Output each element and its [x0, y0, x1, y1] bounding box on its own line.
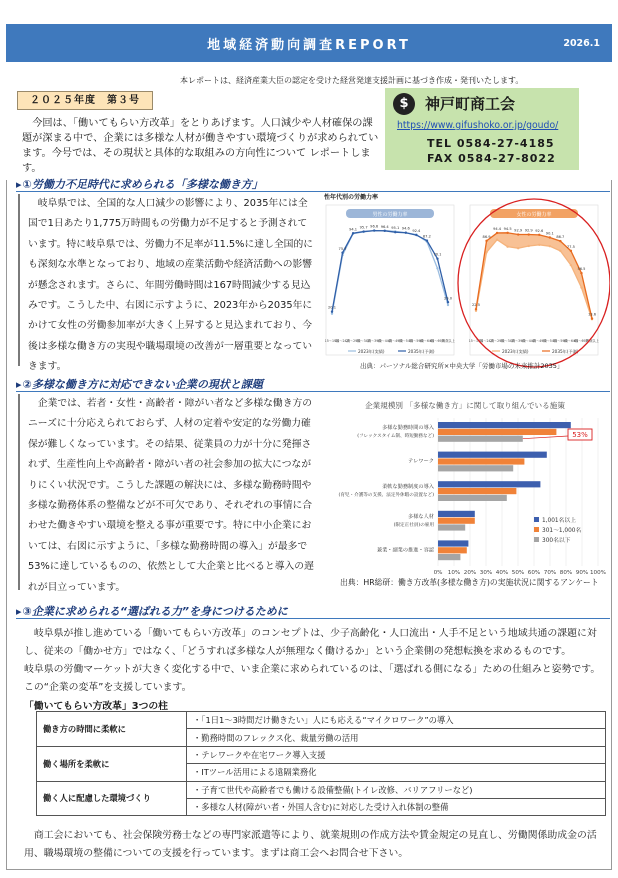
data-point [549, 236, 551, 238]
section3-rule [16, 618, 610, 619]
data-point [373, 229, 375, 231]
x-tick-label: 45～49歳 [388, 339, 403, 343]
x-tick-label: 50～54歳 [398, 339, 414, 343]
x-tick-label: 45～49歳 [532, 339, 547, 343]
section1-source: 出典：パーソナル総合研究所×中央大学「労働市場の未来推計2035」 [360, 362, 564, 370]
legend-swatch [534, 527, 539, 532]
female-labor-panel [458, 199, 610, 367]
report-title: 地域経済動向調査REPORT [207, 38, 411, 53]
section3-text-1: 岐阜県が推し進めている「働いてもらい方改革」のコンセプトは、少子高齢化・人口流出・人手不足という地域共通の課題に対し、従来の「働かせ方」ではなく、「どうすれば多様な人が無理なく働けるか」という企業側の発想転換を求めるものです。 [24, 628, 597, 657]
male-labor-panel [325, 205, 456, 355]
x-tick-label: 70歳以上 [441, 339, 455, 343]
section2-heading-text: ②多様な働き方に対応できない企業の現状と課題 [22, 378, 263, 391]
issue-badge: ２０２５年度 第３号 [17, 91, 153, 110]
data-point [528, 245, 530, 247]
bar [438, 518, 475, 524]
bar [438, 465, 513, 471]
data-point [528, 233, 530, 235]
pillars-table [36, 711, 606, 816]
legend-label-2035: 2035年(予測) [408, 349, 435, 354]
labor-rate-chart [320, 191, 610, 370]
data-point [496, 239, 498, 241]
data-label: 95.7 [359, 225, 368, 230]
category-label: 多様な勤務時間の導入 [382, 425, 434, 431]
bar [438, 511, 475, 517]
table-row [37, 712, 606, 729]
data-point [591, 317, 593, 319]
section2-source: 出典：HR総研：働き方改革(多様な働き方)の実施状況に関するアンケート [340, 578, 599, 587]
section2-body [28, 394, 316, 598]
pillar-item: ・テレワークや在宅ワーク導入支援 [187, 746, 606, 763]
x-tick-label: 60% [527, 570, 541, 576]
pillars-table-title: 「働いてもらい方改革」3つの柱 [24, 701, 168, 712]
section3-heading-text: ③企業に求められる“選ばれる力”を身につけるために [22, 605, 288, 618]
pillar-category: 働く人に配慮した環境づくり [37, 781, 187, 816]
data-point [415, 234, 417, 236]
data-label: 77.5 [566, 244, 575, 249]
data-point [447, 301, 449, 303]
data-point [559, 250, 561, 252]
legend-label: 300名以下 [542, 538, 571, 544]
x-tick-label: 40～44歳 [521, 339, 536, 343]
panel-frame [326, 205, 454, 355]
triangle-bullet-icon: ▸ [16, 178, 22, 191]
x-tick-label: 65～69歳 [430, 339, 445, 343]
closing-text: 商工会においても、社会保険労務士などの専門家派遣等により、就業規則の作成方法や賃金規定の見直し、労働関係助成金の活用、職場環境の整備についての支援を行っています。まずは商工会へお問合せ下さい。 [24, 830, 597, 859]
data-point [580, 272, 582, 274]
data-point [384, 230, 386, 232]
data-point [496, 232, 498, 234]
notice-text: 本レポートは、経済産業大臣の認定を受けた経営発達支援計画に基づき作成・発刊いたします。 [180, 76, 524, 85]
bar-chart-plot [339, 418, 606, 576]
shokokai-logo-icon: $ [393, 93, 415, 115]
x-tick-label: 100% [590, 570, 606, 576]
table-row [37, 746, 606, 763]
x-tick-label: 25～29歳 [345, 339, 361, 343]
data-point [580, 286, 582, 288]
x-tick-label: 50% [511, 570, 525, 576]
data-label: 70.1 [433, 252, 442, 257]
category-label-sub: (限定正社員)の雇用 [393, 522, 434, 528]
data-label: 75.7 [338, 246, 347, 251]
closing-paragraph [24, 827, 610, 863]
bar [438, 429, 556, 435]
bar [438, 488, 516, 494]
data-point [485, 251, 487, 253]
section2-text: 企業では、若者・女性・高齢者・障がい者など多様な働き方のニーズに十分応えられておらず、人材の定着や安定的な労働力確保が難しくなっています。その結果、従業員の力が十分に発揮されず、生産性向上や高齢者・障がい者の社会参加の拡大につながりにくい状況です。こうした課題の解決には、多様な勤務時間や多様な勤務体系の整備などが不可欠であり、それぞれの事情に合わせた働きやすい環境を整える事が重要です。特に中小企業においては、右図に示すように、「多様な勤務時間の導入」が最多で53%に達しているものの、依然として大企業と比べると導入の遅れが目立っています。 [28, 398, 314, 593]
legend-label: 301～1,000名 [542, 528, 582, 534]
x-tick-label: 20～24歳 [479, 339, 494, 343]
x-tick-label: 90% [575, 570, 589, 576]
category-label: テレワーク [408, 458, 434, 465]
data-label: 90.1 [545, 231, 554, 236]
org-name: 神戸町商工会 [425, 95, 516, 113]
section1-heading [16, 176, 263, 192]
x-tick-label: 15～19歳 [324, 339, 340, 343]
pillar-item: ・「1日1～3時間だけ働きたい」人にも応える“マイクロワーク”の導入 [187, 712, 606, 729]
data-point [436, 257, 438, 259]
x-tick-label: 70% [543, 570, 557, 576]
pillar-item: ・勤務時間のフレックス化、裁量労働の活用 [187, 729, 606, 746]
triangle-bullet-icon: ▸ [16, 605, 22, 618]
x-tick-label: 0% [433, 570, 443, 576]
panel-header-text: 男性の労働力率 [372, 212, 408, 218]
data-label: 92.9 [514, 228, 523, 233]
legend-swatch [534, 537, 539, 542]
bar [438, 495, 507, 501]
bar [438, 422, 571, 428]
table-row [37, 781, 606, 798]
data-point [405, 232, 407, 234]
data-point [447, 304, 449, 306]
x-tick-label: 30～34歳 [500, 339, 515, 343]
data-point [331, 310, 333, 312]
x-tick-label: 55～59歳 [409, 339, 424, 343]
report-banner [6, 24, 612, 62]
x-tick-label: 60～64歳 [419, 339, 435, 343]
pillar-category: 働く場所を柔軟に [37, 746, 187, 781]
data-point [538, 234, 540, 236]
data-label: 87.2 [422, 234, 431, 239]
section1-body [28, 194, 314, 378]
x-tick-label: 70歳以上 [585, 339, 599, 343]
section1-sidebar-rule [18, 194, 20, 366]
data-point [506, 232, 508, 234]
data-point [475, 308, 477, 310]
data-label: 94.6 [401, 226, 410, 231]
data-label: 92.9 [524, 228, 533, 233]
section3-text-2: 岐阜県の労働マーケットが大きく変化する中で、いま企業に求められているのは、「選ばれる側になる」ための仕組みと姿勢です。この“企業の変革”を支援しています。 [24, 664, 601, 693]
data-label: 86.9 [482, 234, 491, 239]
callout-leader [523, 436, 568, 439]
data-point [559, 240, 561, 242]
x-tick-label: 50～54歳 [542, 339, 558, 343]
category-label: 柔軟な勤務制度の導入 [382, 484, 434, 491]
section2-heading [16, 376, 263, 392]
legend-label: 1,001名以上 [542, 518, 576, 524]
x-tick-label: 40～44歳 [377, 339, 392, 343]
category-label: 多様な人材 [408, 513, 434, 520]
data-point [341, 252, 343, 254]
x-tick-label: 10% [447, 570, 461, 576]
data-label: 96.6 [370, 224, 379, 229]
intro-paragraph [22, 116, 382, 176]
data-point [549, 245, 551, 247]
bar [438, 481, 540, 487]
x-tick-label: 80% [559, 570, 573, 576]
data-label: 20.1 [327, 305, 337, 310]
data-point [362, 230, 364, 232]
data-label: 86.7 [556, 235, 565, 240]
legend-label-2023: 2023年(実績) [358, 349, 385, 354]
tel-number: TEL 0584-27-4185 [427, 137, 555, 150]
pillar-item: ・ITツール活用による遠隔業務化 [187, 764, 606, 781]
bar [438, 547, 467, 553]
labor-chart-title: 性年代別の労働力率 [324, 194, 379, 201]
legend-label-2035: 2035年(予測) [552, 349, 579, 354]
data-point [436, 267, 438, 269]
x-tick-label: 40% [495, 570, 509, 576]
triangle-bullet-icon: ▸ [16, 378, 22, 391]
category-label: 兼業・副業の推進・容認 [376, 547, 434, 554]
x-tick-label: 20～24歳 [335, 339, 350, 343]
data-label: 13.6 [587, 312, 597, 317]
contact-card [385, 88, 579, 170]
section2-rule [16, 391, 610, 392]
x-tick-label: 60～64歳 [563, 339, 579, 343]
pillar-item: ・子育て世代や高齢者でも働ける設備整備(トイレ改修、バリアフリーなど) [187, 781, 606, 798]
data-label: 56.5 [577, 267, 586, 272]
category-label-sub: (フレックスタイム制、時短勤務など) [357, 434, 434, 439]
bar [438, 540, 468, 546]
data-point [352, 232, 354, 234]
data-point [570, 250, 572, 252]
section1-heading-text: ①労働力不足時代に求められる「多様な働き方」 [22, 178, 263, 191]
initiatives-bar-chart [320, 396, 610, 586]
data-label: 29.0 [443, 296, 453, 301]
pillar-item: ・多様な人材(障がい者・外国人含む)に対応した受け入れ体制の整備 [187, 798, 606, 815]
data-label: 95.1 [391, 226, 400, 231]
x-tick-label: 35～39歳 [510, 339, 526, 343]
fax-number: FAX 0584-27-8022 [427, 152, 556, 165]
panel-header-text: 女性の労働力率 [516, 212, 552, 218]
website-link[interactable]: https://www.gifushoko.or.jp/goudo/ [397, 120, 559, 131]
data-point [506, 246, 508, 248]
data-point [485, 240, 487, 242]
bar [438, 436, 523, 442]
data-label: 96.4 [380, 224, 389, 229]
section3-body [24, 625, 610, 697]
x-tick-label: 20% [463, 570, 477, 576]
callout-text: 53% [572, 431, 588, 439]
category-label-sub: (育児・介護等の支援、法定外休暇の設置など) [338, 493, 434, 499]
data-label: 92.6 [535, 228, 544, 233]
legend-swatch [534, 517, 539, 522]
x-tick-label: 30% [479, 570, 493, 576]
data-point [570, 264, 572, 266]
legend-label-2023: 2023年(実績) [502, 349, 529, 354]
bar [438, 452, 547, 458]
data-label: 22.5 [471, 303, 481, 308]
bar [438, 554, 460, 560]
x-tick-label: 30～34歳 [356, 339, 371, 343]
bar [438, 524, 465, 530]
data-point [517, 233, 519, 235]
data-label: 94.1 [349, 227, 358, 232]
x-tick-label: 65～69歳 [574, 339, 589, 343]
data-point [426, 239, 428, 241]
data-label: 92.4 [412, 229, 421, 234]
data-point [538, 244, 540, 246]
section3-heading [16, 603, 288, 619]
section2-sidebar-rule [18, 394, 20, 590]
bar-chart-title: 企業規模別 「多様な働き方」に関して取り組んでいる施策 [365, 401, 565, 410]
x-tick-label: 15～19歳 [468, 339, 484, 343]
data-label: 94.5 [503, 226, 512, 231]
report-date: 2026.1 [563, 38, 600, 49]
x-tick-label: 25～29歳 [489, 339, 505, 343]
data-point [517, 247, 519, 249]
bar [438, 458, 524, 464]
data-point [394, 231, 396, 233]
x-tick-label: 35～39歳 [366, 339, 382, 343]
x-tick-label: 55～59歳 [553, 339, 568, 343]
pillar-category: 働き方の時間に柔軟に [37, 712, 187, 747]
section1-text: 岐阜県では、全国的な人口減少の影響により、2035年には全国で1日あたり1,775万時間もの労働力が不足すると予測されています。特に岐阜県では、労働力不足率が11.5%に達し全国的にも深刻な水準となっており、地域の産業活動や経済活動への影響が懸念されます。さらに、年間労働時間は167時間減少する見込みです。こうした中、右図に示すように、2023年から2035年にかけて女性の労働参加率が大きく上昇すると見込まれており、今後は多様な働き方の実現や職場環境の改善が一層重要となっていきます。 [28, 198, 314, 373]
data-label: 94.4 [493, 226, 502, 231]
intro-text: 今回は、「働いてもらい方改革」をとりあげます。人口減少や人材確保の課題が深まる中で、企業には多様な人材が働きやすい環境づくりが求められています。今号では、その現状と具体的な取組みの方向性について レポートします。 [22, 118, 379, 174]
